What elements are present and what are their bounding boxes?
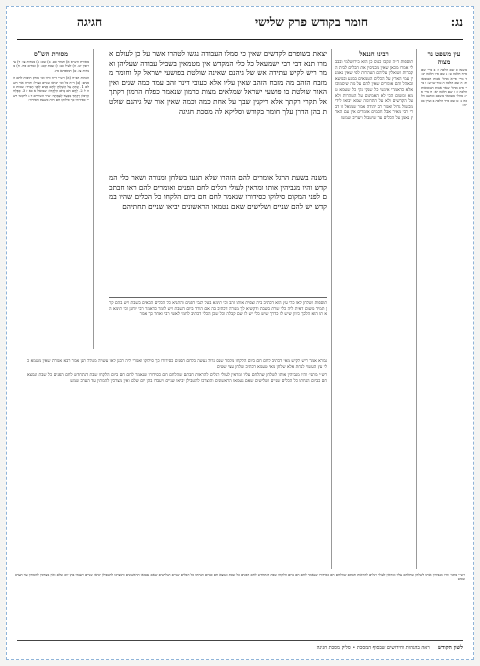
rabbeinu-chananel-text: תוספות ד״ה ונקבו כנוס כן הוא בירושלמי ובבבלי אמרו מכאן שאין מכניסין את הכלים לבית הקברות ושואלין עליהם הטהרות לפי שאין נאמנין עמי הארץ על הכלים הטמאים במגע ובמשא ובאהל והם אומרים שאין להם על מה שיסמוכו אלא כדאמרי אינשי כל שנקי נקי כל שטמא טמא ומשום הכי לא האמינום על הטהרות ולא על הקדשים ולא על התרומה שמא יבואו לידי מכשול גדול ואמר רב יהודה אמר שמואל זו דברי רבי מאיר אבל חכמים אומרים אין עם הארץ נאמן על הכלים עד שיטבול ויעריב שמשו <box>335 60 413 121</box>
bottom-rashi-block <box>15 573 465 639</box>
page-header <box>17 13 463 43</box>
page-footer <box>17 640 463 655</box>
lower-commentary-block <box>27 359 327 569</box>
rabbeinu-chananel-column <box>335 49 413 569</box>
gemara-text: יצאת בשופרם לקדשים שאין כי סמלו העבודה נגשו לטהרו אשר על כן לעולם אמרו תנא דבי רבי ישמעאל כל כלי המקדש אין מטמאין בשביל עבודה שעליהן ואמר ריש לקיש עתידה אש של גיהנם שאינה שולטת בפושעי ישראל קל וחומר ממזבח הזהב מה מזבח הזהב שאין עליו אלא כעובי דינר זהב עמד כמה שנים ואין האור שולטת בו פושעי ישראל שמלאים מצות כרמון שנאמר כפלח הרמון רקתך אל תקרי רקתך אלא ריקנין שבך על אחת כמה וכמה שאין אור של גיהנם שולטת בהן הדרן עלך חומר בקודש וסליקא לה מסכת חגיגה <box>109 49 327 116</box>
mesoret-hashas-text: מסורת הש״ס א) תמיד כט. ב) שם: ג) מנחות צו: ד) עירובין יט. ה) לעיל כב: ו) שבת קכג: ז) זבחים פח. ח) מנחות צז. ט) תוספתא פ״ג <box>13 60 89 73</box>
ein-mishpat-heading: עין משפט נר מצוה <box>427 50 461 66</box>
ein-mishpat-column <box>421 49 467 569</box>
tosafot-block <box>109 301 327 357</box>
tosafot-text: תוספות ושלחן לאו כלי עץ הוא דכתיב ביה וצפית אותו זהב וכי תימא בטל לגבי דפנים והתניא כל הכלים הבאים בשבת ויש בהם קרן תמיד משום דאית ליה כלי שרת בשבת ודקשיא לך מנורה דכתיב בה אם הורד ביום השבת ויש לומר כדאמר רבי יוחנן וכי תימא הא תו הוא הלכך כיוון שיש לו כדרך שיש כלי יש לו שם קבלה וכל שכן הכלי דכתיב לחמי לאשי רבי ואחר כך אמר <box>109 301 327 318</box>
gemara-secondary-text: גמרא אמר ריש לקיש מאי דכתיב לחם חם ביום הלקחו מלמד שנס גדול נעשה בלחם הפנים כסידורו כך סילוקו ואמרי ליה רבנן לאו עשויה מגולל תנן אמר רבא אמרת שאין מטמא כלי עץ העשוי לנחת אלא שלחן מאי טעמא דכתיב שלחן עצי שטים <box>27 359 327 370</box>
footer-note: ראה בהגהות וחידושים שבסוף המסכת • סליק מסכת חגיגה <box>316 645 430 651</box>
mesoret-hashas-column <box>13 49 89 349</box>
tractate-name: חגיגה <box>77 15 103 29</box>
gemara-continuation-block <box>109 173 327 293</box>
rabbeinu-chananel-heading: רבינו חננאל <box>359 50 389 58</box>
column-separator <box>93 49 94 349</box>
column-separator <box>331 49 332 569</box>
page-number: נג: <box>450 15 463 29</box>
header-rule <box>17 39 463 40</box>
mishnah-text: משנה בשעת הרגל אומרים להם הזהרו שלא תגעו בשלחן ומנורה ושאר כלי המקדש והיו מגביהין אותו ומראין לעולי רגלים לחם הפנים ואומרים להם ראו חבתכם לפני המקום סילוקו כסידורו שנאמר לחם חם ביום הלקחו כל הכלים שהיו במקדש יש להם שניים ושלישים שאם נטמאו הראשונים יביאו שניים תחתיהם <box>109 173 327 211</box>
rashi-text: רש״י מתני׳ והיו מגביהין אותו לשלחן שהלחם עליו ומראין לעולי רגלים להראות חבתם שהלחם חם כסידורו שנאמר לחם חם ביום הלקחו שבת דנתחדש לחם הפנים כל שבת ונמצא חם כביום הנחתו כל הכלים שניים ושלישים שאם נטמאו הראשונים והוצרכו להטבילן יביאו שניים ויעבדו בהן יום שלם ואין מצרכין להמתין עד הערב שמש <box>27 373 327 384</box>
ein-mishpat-text: משנה כ שם הלכה ו: ב מיי׳ שם פ״ח הלכה ט: ג שם פ״ו הלכה יב: ד מיי׳ פי״א מהל׳ אבות הטומאות: ה שם הלכה ה טור שו״ע: ו מיי׳ פ״ב מהל׳ שאר אבות הטומאות הלכה ז: ז שם הלכה יא: ח מיי׳ פ״ג מהל׳ מטמאי משכב ומושב הלכה ג: ט שם פ״ד הלכה ב ועיין בכ״מ: <box>421 68 467 108</box>
mesoret-hashas-heading: מסורת הש"ס <box>33 50 69 58</box>
gemara-main-block <box>109 49 327 173</box>
footer-label: לשון הקודש <box>437 645 463 651</box>
column-separator <box>416 49 417 569</box>
bottom-rashi-text: רש״י מתני׳ והיו מגביהין אותו לשלחן שהלחם עליו ומראין לעולי רגלים להראות חבתם שהלחם חם כסידורו שנאמר לחם חם ביום הלקחו שבת דנתחדש לחם הפנים כל שבת ונמצא חם כביום הנחתו כל הכלים שניים ושלישים שאם נטמאו הראשונים והוצרכו להטבילן יביאו שניים ויעבדו בהן יום שלם ואין מצרכין להמתין עד הערב שמש <box>15 573 465 582</box>
glosses-text: הגהות הב״ח (א) רש״י ד״ה והיו וכו׳ מחק תיבות לחם הפנים: (ב) ד״ה כל וכו׳ יביאו שניים כצ״ל: תורה אור השלם 1. וְנָתַתָּ עַל הַשֻּׁלְחָן לֶחֶם פָּנִים לְפָנַי תָּמִיד: שמות כה ל 2. לֶחֶם חֹם בְּיוֹם הִלָּקְחוֹ: שמואל א כא ז 3. כְּפֶלַח הָרִמּוֹן רַקָּתֵךְ מִבַּעַד לְצַמָּתֵךְ: שיר השירים ד ג ליקוטי רש״י כסידורו כך סילוקו חם היה כשעת הסידור: <box>13 76 89 103</box>
chapter-title: חומר בקודש פרק שלישי <box>255 15 368 29</box>
talmud-page <box>6 6 474 660</box>
block-rule <box>109 297 327 298</box>
